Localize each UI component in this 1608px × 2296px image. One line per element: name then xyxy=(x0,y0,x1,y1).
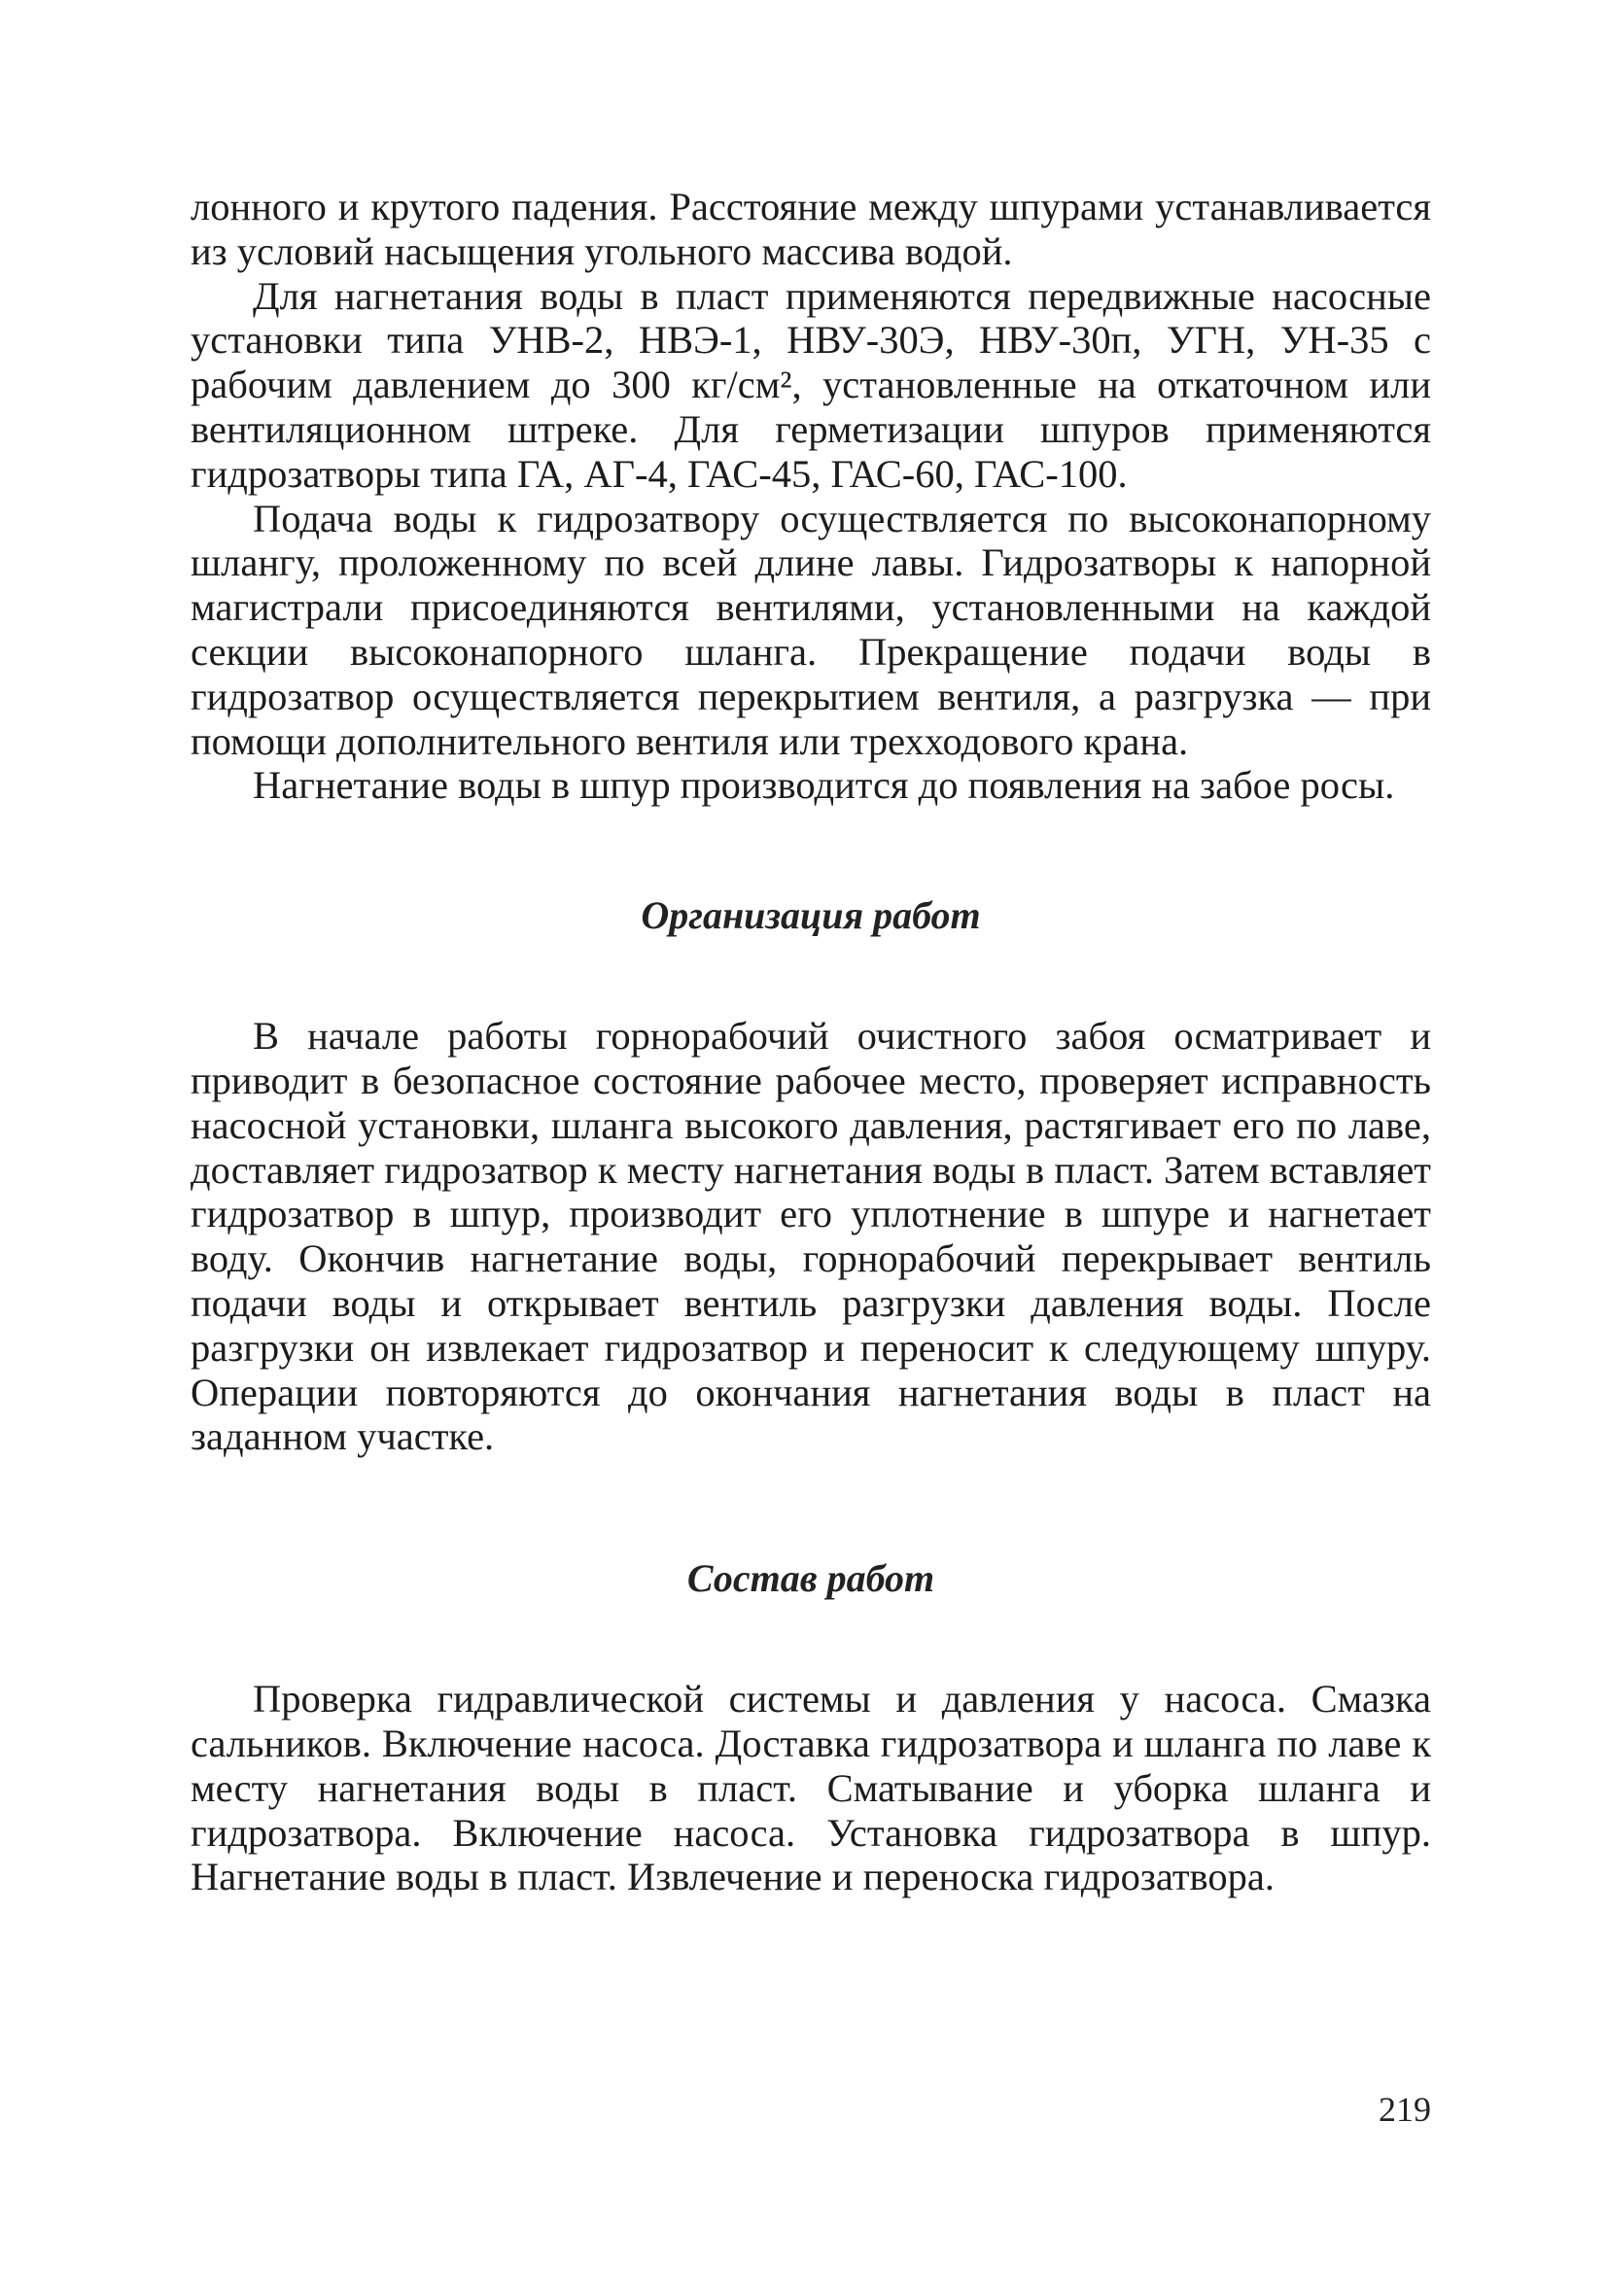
document-page xyxy=(191,185,1431,2245)
page-number: 219 xyxy=(1379,2090,1431,2129)
paragraph-injection-until-dew: Нагнетание воды в шпур производится до появления на забое росы. xyxy=(253,763,1395,808)
section-heading-organization: Организация работ xyxy=(641,893,981,938)
paragraph-water-injection-units: Для нагнетания воды в пласт применяются передвижные насосные установки типа УНВ-2, НВЭ-1, НВУ-30Э, НВУ-30п, УГН, УН-35 с рабочим давлением до 300 кг/см², установленные на откаточном или вентиляционном штреке. Для герметизации шпуров применяются гидрозатворы типа ГА, АГ-4, ГАС-45, ГАС-60, ГАС-100. xyxy=(191,273,1431,496)
paragraph-organization: В начале работы горнорабочий очистного забоя осматривает и приводит в безопасное состояние рабочее место, проверяет исправность насосной установки, шланга высокого давления, растягивает его по лаве, доставляет гидрозатвор к месту нагнетания воды в пласт. Затем вставляет гидрозатвор в шпур, производит его уплотнение в шпуре и нагнетает воду. Окончив нагнетание воды, горнорабочий перекрывает вентиль подачи воды и открывает вентиль разгрузки давления воды. После разгрузки он извлекает гидрозатвор и переносит к следующему шпуру. Операции повторяются до окончания нагнетания воды в пласт на заданном участке. xyxy=(191,1014,1431,1459)
paragraph-continuation: лонного и крутого падения. Расстояние между шпурами устанавливается из условий насыщения угольного массива водой. xyxy=(191,185,1431,273)
paragraph-water-supply: Подача воды к гидрозатвору осуществляется по высоконапорному шлангу, проложенному по всей длине лавы. Гидрозатворы к напорной магистрали присоединяются вентилями, установленными на каждой секции высоконапорного шланга. Прекращение подачи воды в гидрозатвор осуществляется перекрытием вентиля, а разгрузка — при помощи дополнительного вентиля или трехходового крана. xyxy=(191,496,1431,763)
section-heading-composition: Состав работ xyxy=(686,1556,935,1601)
paragraph-composition: Проверка гидравлической системы и давления у насоса. Смазка сальников. Включение насоса. Доставка гидрозатвора и шланга по лаве к месту нагнетания воды в пласт. Сматывание и уборка шланга и гидрозатвора. Включение насоса. Установка гидрозатвора в шпур. Нагнетание воды в пласт. Извлечение и переноска гидрозатвора. xyxy=(191,1677,1431,1899)
